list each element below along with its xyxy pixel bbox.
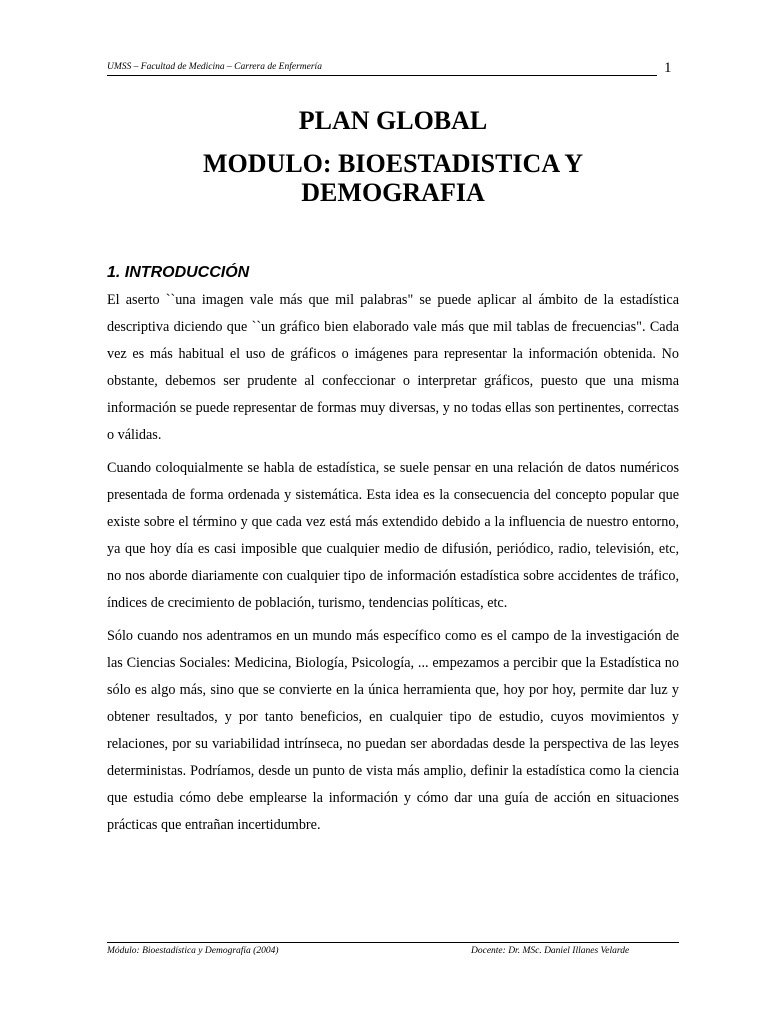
- paragraph: El aserto ``una imagen vale más que mil palabras" se puede aplicar al ámbito de la estadística descriptiva diciendo que ``un gráfico bien elaborado vale más que mil tablas de frecuencias". Cada vez es más habitual el uso de gráficos o imágenes para representar la información obtenida. No obstante, debemos ser prudente al confeccionar o interpretar gráficos, puesto que una misma información se puede representar de formas muy diversas, y no todas ellas son pertinentes, correctas o válidas.: [107, 292, 679, 443]
- header-text: UMSS – Facultad de Medicina – Carrera de Enfermería: [107, 62, 322, 72]
- body-text: [107, 287, 679, 845]
- module-title: [107, 149, 679, 207]
- section-heading: 1. INTRODUCCIÓN: [107, 264, 250, 281]
- paragraph: Sólo cuando nos adentramos en un mundo más específico como es el campo de la investigación de las Ciencias Sociales: Medicina, Biología, Psicología, ... empezamos a percibir que la Estadística no sólo es algo más, sino que se convierte en la única herramienta que, hoy por hoy, permite dar luz y obtener resultados, y por tanto beneficios, en cualquier tipo de estudio, cuyos movimientos y relaciones, por su variabilidad intrínseca, no puedan ser abordadas desde la perspectiva de las leyes deterministas. Podríamos, desde un punto de vista más amplio, definir la estadística como la ciencia que estudia cómo debe emplearse la información y cómo dar una guía de acción en situaciones prácticas que entrañan incertidumbre.: [107, 628, 679, 833]
- paragraph: Cuando coloquialmente se habla de estadística, se suele pensar en una relación de datos numéricos presentada de forma ordenada y sistemática. Esta idea es la consecuencia del concepto popular que existe sobre el término y que cada vez está más extendido debido a la influencia de nuestro entorno, ya que hoy día es casi imposible que cualquier medio de difusión, periódico, radio, televisión, etc, no nos aborde diariamente con cualquier tipo de información estadística sobre accidentes de tráfico, índices de crecimiento de población, turismo, tendencias políticas, etc.: [107, 460, 679, 611]
- module-title-line-1: MODULO: BIOESTADISTICA Y: [203, 149, 583, 178]
- title-block: [107, 104, 679, 207]
- plan-title: PLAN GLOBAL: [298, 106, 488, 135]
- page-number: 1: [664, 60, 672, 76]
- page-footer: [107, 942, 679, 963]
- module-title-line-2: DEMOGRAFIA: [301, 178, 485, 207]
- page-header: [107, 58, 657, 76]
- footer-docente: Docente: Dr. MSc. Daniel Illanes Velarde: [471, 946, 630, 956]
- footer-module: Módulo: Bioestadística y Demografía (2004): [107, 946, 279, 956]
